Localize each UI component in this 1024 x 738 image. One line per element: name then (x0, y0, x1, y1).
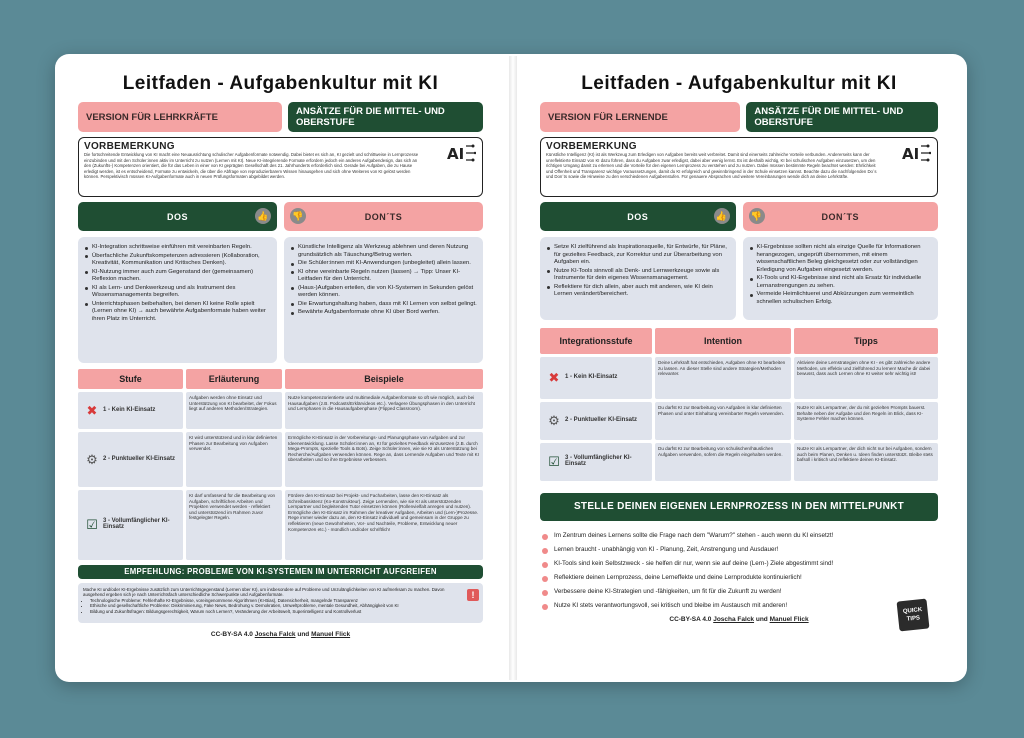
beispiele-cell: Nutze kompetenzorientierte und multimediale Aufgabenformate so oft wie möglich, auch bei Hausaufgaben (z.B. Podcasts/Erklärvideos etc.). Verlagere Übungsphasen in den Unterricht und Lernphasen in die Hausaufgabenphase (Flipped Classroom). (285, 392, 483, 429)
version-pill: VERSION FÜR LEHRKRÄFTE (78, 102, 282, 132)
dos-header (78, 202, 277, 231)
page-title: Leitfaden - Aufgabenkultur mit KI (122, 73, 439, 94)
vorbemerkung-box (540, 137, 938, 197)
list-item: • Technologische Probleme: Fehlerhafte KI-Ergebnisse, voreingenommene Algorithmen (KI-Bias), Datensicherheit, mangelnde Transparenz (90, 598, 465, 604)
list-item: KI-Tools sind kein Selbstzweck - sie helfen dir nur, wenn sie auf deine (Lern-) Ziele abgestimmt sind! (540, 560, 938, 568)
footer (540, 616, 938, 623)
table-row (540, 402, 938, 440)
list-item: Nutze KI stets verantwortungsvoll, sei kritisch und bleibe im Austausch mit anderen! (540, 602, 938, 610)
x-mark-icon: ✖ (548, 370, 560, 386)
table-row (78, 432, 483, 487)
dos-header (540, 202, 736, 231)
table-header (78, 369, 483, 389)
empfehlung-banner: EMPFEHLUNG: PROBLEME VON KI-SYSTEMEN IM UNTERRICHT AUFGREIFEN (78, 565, 483, 579)
intention-cell: Du darfst KI zur Bearbeitung von Aufgaben in klar definierten Phasen und unter Einhaltung vereinbarter Regeln verwenden. (655, 402, 791, 440)
donts-box (284, 237, 483, 363)
table-header-cell: Intention (655, 328, 791, 354)
dos-donts-header (540, 202, 938, 231)
table-row (78, 392, 483, 429)
donts-header (743, 202, 939, 231)
stelle-banner: STELLE DEINEN EIGENEN LERNPROZESS IN DEN MITTELPUNKT (540, 493, 938, 521)
probleme-box (78, 583, 483, 623)
table-header-cell: Tipps (794, 328, 938, 354)
svg-text:AI: AI (902, 145, 920, 163)
license-text: CC-BY-SA 4.0 (669, 616, 712, 623)
table-header-cell: Beispiele (285, 369, 483, 389)
table-header-cell: Integrationsstufe (540, 328, 652, 354)
ai-chip-icon: ⚙ (86, 451, 98, 467)
list-item: KI-Ergebnisse sollten nicht als einzige Quelle für Informationen herangezogen, ungeprüft übernommen, mit einem wissenschaftlichen Beleg gleichgesetzt oder zur vollständigen Erledigung von Aufgaben eingesetzt werden. (749, 244, 933, 274)
stufen-table (540, 328, 938, 481)
list-item: Vermeide Heimlichtuerei und Abkürzungen zum vermeintlich schnellen schulischen Erfolg. (749, 291, 933, 306)
list-item: Nutze KI-Tools sinnvoll als Denk- und Lernwerkzeuge sowie als Instrumente für dein eigenes Wissensmanagement. (546, 268, 730, 283)
ansaetze-pill: ANSÄTZE FÜR DIE MITTEL- UND OBERSTUFE (746, 102, 938, 132)
dos-label: DOS (166, 211, 188, 222)
stufe-cell (540, 357, 652, 399)
dos-donts-lists (540, 237, 938, 320)
vorbemerkung-title: VORBEMERKUNG (84, 141, 175, 152)
ai-brain-icon (446, 142, 476, 164)
list-item: Verbessere deine KI-Strategien und -fähigkeiten, um fit für die Zukunft zu werden! (540, 588, 938, 596)
vorbemerkung-text: Die fortschreitende Entwicklung von KI macht eine Neuausrichtung schulischer Aufgabenformate notwendig. Dabei bietet es sich an, KI gezielt und schrittweise in Lernprozesse einzubinden und mit den Schüler:innen aktiv im Unterricht zu nutzen (Lernen mit KI). Neue KI-integrierende Formate erfordern jedoch ein anderes Aufgabendesign, das sich an den (Zukunfts-) Kompetenzen orientiert, die für das Leben in einer von KI geprägten Gesellschaft des 21. Jahrhunderts erforderlich sind. Gerade bei Aufgaben, die zu Hause erledigt werden, ist es entscheidend, Formate zu entwickeln, die über die Abfrage von reproduzierbarem Wissen hinausgehen und sich ohne Weiteres von KI gelöst werden können. Perspektivisch müssen KI-Aufgabenformate auch in neuen Prüfungsformaten abgebildet werden. (84, 152, 419, 180)
intention-cell: Du darfst KI zur Bearbeitung von schulischen/häuslichen Aufgaben verwenden, sofern die Regeln eingehalten werden. (655, 443, 791, 481)
list-item: KI als Lern- und Denkwerkzeug und als Instrument des Wissensmanagements begreifen. (84, 285, 271, 300)
dos-donts-lists (78, 237, 483, 363)
table-row (78, 490, 483, 560)
vorbemerkung-title: VORBEMERKUNG (546, 141, 637, 152)
list-item: KI-Tools und KI-Ergebnisse sind nicht als Ersatz für individuelle Lernanstrengungen zu sehen. (749, 275, 933, 290)
and-text: und (297, 631, 310, 638)
svg-text:AI: AI (447, 145, 465, 163)
donts-header (284, 202, 483, 231)
list-item: Reflektiere für dich allein, aber auch mit anderen, wie KI dein Lernen verändert/bereichert. (546, 284, 730, 299)
donts-label: DON´TS (364, 211, 403, 222)
stufe-label: 1 - Kein KI-Einsatz (565, 374, 618, 381)
center-fold (509, 56, 517, 680)
probleme-intro: Mache KI und/oder KI-Ergebnisse zusätzlich zum Unterrichtsgegenstand (Lernen über KI), um insbesondere auf Probleme und Unzulänglichkeiten von KI aufmerksam zu machen. Davon ausgehend ergeben sich je nach Unterrichtsfach unterschiedliche Schwerpunkte und Aufgabenformate. (83, 587, 445, 598)
author-link-flick[interactable]: Manuel Flick (769, 616, 809, 623)
list-item: Die Erwartungshaltung haben, dass mit KI Lernen von selbst gelingt. (290, 301, 477, 309)
x-mark-icon: ✖ (86, 402, 98, 418)
donts-box (743, 237, 939, 320)
list-item: Unterrichtsphasen beibehalten, bei denen KI keine Rolle spielt (Lernen ohne KI) → auch bewährte Aufgabenformate haben weiter ihren Platz im Unterricht. (84, 301, 271, 324)
thumbs-down-icon: 👎 (749, 208, 765, 224)
dos-box (78, 237, 277, 363)
ai-check-icon: ☑ (86, 517, 98, 533)
beispiele-cell: Fördere den KI-Einsatz bei Projekt- und Facharbeiten, lasse den KI-Einsatz als Schreibassistenz (Ko-Konstrukteur). Zeige Lernenden, wie sie KI als unterstützenden Lernpartner und begleitenden Tutor einsetzen können (Rollenvielfalt anregen und nutzen). Ermögliche den KI-Einsatz im Rahmen der kreativer Aufgaben, Arbeiten und (Lern-)Prozesse. Rege immer wieder dazu an, den KI-Einsatz individuell und gemeinsam in der Gruppe zu reflektieren (neue Gewohnheiten, Vor- und Nachteile, Probleme, Entwicklung neuer Kompetenzen etc.) - mündlich und/oder schriftlich! (285, 490, 483, 560)
stufe-cell (540, 402, 652, 440)
vorbemerkung-box (78, 137, 483, 197)
header-pills (540, 102, 938, 132)
left-page (78, 70, 483, 665)
stufe-label: 1 - Kein KI-Einsatz (103, 406, 156, 413)
stufe-cell (78, 432, 183, 487)
list-item: Die Schüler:innen mit KI-Anwendungen (unbegleitet) allein lassen. (290, 260, 477, 268)
dos-label: DOS (627, 211, 649, 222)
list-item: • Bildung und Zukunftsfragen: Bildungsgerechtigkeit, Warum noch Lernen?, Veränderung der Arbeitswelt, Superintelligenz und Kontrollverlust (90, 609, 465, 615)
stufe-label: 3 - Vollumfänglicher KI-Einsatz (565, 455, 632, 467)
table-row (540, 357, 938, 399)
table-header-cell: Stufe (78, 369, 183, 389)
dos-box (540, 237, 736, 320)
list-item: Künstliche Intelligenz als Werkzeug ablehnen und deren Nutzung grundsätzlich als Täuschung/Betrug werten. (290, 244, 477, 259)
vorbemerkung-text: Künstliche Intelligenz (KI) ist als Werkzeug zum Erledigen von Aufgaben bereits weit verbreitet. Damit sind einerseits zahlreiche Vorteile verbunden. Andererseits kann der unreflektierte Einsatz von KI dazu führen, dass du Aufgaben zwar erledigst, dabei aber wenig lernst. Es ist deshalb wichtig, KI bei schulischen Aufgaben einzusetzen, um den richtigen Umgang damit zu erlernen und die Vorteile für den eigenen Lernprozess zu verstehen und zu nutzen. Dabei müssen bestimmte Regeln beachtet werden: Ehrlichkeit und Offenheit und Transparenz wichtige Voraussetzungen, damit du KI erfolgreich und gewinnbringend in der Schule einsetzen kannst. Beachte dazu die nachfolgenden Do´s und Don´ts sowie die Hinweise zu den verschiedenen Aufgabenstufen. Für genauere Absprachen und weitere Vereinbarungen wende dich an deine Lehrkräfte. (546, 152, 877, 180)
list-item: Im Zentrum deines Lernens sollte die Frage nach dem "Warum?" stehen - auch wenn du KI einsetzt! (540, 532, 938, 540)
list-item: (Haus-)Aufgaben erteilen, die von KI-Systemen in Sekunden gelöst werden können. (290, 285, 477, 300)
and-text: und (755, 616, 768, 623)
thumbs-up-icon: 👍 (714, 208, 730, 224)
intention-cell: Deine Lehrkraft hat entschieden, Aufgaben ohne KI bearbeiten zu lassen. An dieser Stelle sind andere Strategien/Methoden relevanter. (655, 357, 791, 399)
thumbs-down-icon: 👎 (290, 208, 306, 224)
list-item: Bewährte Aufgabenformate ohne KI über Bord werfen. (290, 309, 477, 317)
erlaeuterung-cell: Aufgaben werden ohne Einsatz und Unterstützung von KI bearbeitet, der Fokus liegt auf anderen Methoden/Strategien. (186, 392, 282, 429)
list-item: KI-Integration schrittweise einführen mit vereinbarten Regeln. (84, 244, 271, 252)
tipps-cell: Aktiviere deine Lernstrategien ohne KI - es gibt zahlreiche andere Methoden, um effektiv und zielführend zu lernen! Mache dir dabei bewusst, dass auch Lernen ohne KI weiter sehr wichtig ist! (794, 357, 938, 399)
list-item: Lernen braucht - unabhängig von KI - Planung, Zeit, Anstrengung und Ausdauer! (540, 546, 938, 554)
ai-brain-icon (901, 142, 931, 164)
dos-donts-header (78, 202, 483, 231)
tipps-cell: Nutze KI als Lernpartner, der dich nicht nur bei Aufgaben, sondern auch beim Planen, Denken u. Ideen finden unterstützt. Bleibe stets bafsoll i kritisch und reflektiere deinen KI-Einsatz. (794, 443, 938, 481)
author-link-falck[interactable]: Joscha Falck (254, 631, 296, 638)
list-item: Überfachliche Zukunftskompetenzen adressieren (Kollaboration, Kreativität, Kommunikation und Kritisches Denken). (84, 253, 271, 268)
quick-tips-list (540, 532, 938, 610)
beispiele-cell: Ermögliche KI-Einsatz in der Vorbereitungs- und Planungsphase von Aufgaben und zur Ideenentwicklung. Lasse Schüler:innen an, KI für gezieltes Feedback einzusetzen (z.B. durch Mega-Prompts, spezielle Tools & Bots). Zeige Schüler:innen, wie sie KI als Unterstützung bei Recherche/Aufgaben verwenden können. Rege an, dass Lernende Aufgaben und Texte mit KI überarbeiten und so ihre Ergebnisse verbessern. (285, 432, 483, 487)
tipps-cell: Nutze KI als Lernpartner, der du mit gezielten Prompts bauerst. Behalte neben der Aufgabe und den Regeln im Blick, dass KI-Systeme Fehler machen können. (794, 402, 938, 440)
donts-label: DON´TS (821, 211, 859, 222)
list-item: Reflektiere deinen Lernprozess, deine Lerneffekte und deine Lernprodukte kontinuierlich! (540, 574, 938, 582)
table-header-cell: Erläuterung (186, 369, 282, 389)
stufen-table (78, 369, 483, 560)
erlaeuterung-cell: KI darf umfassend für die Bearbeitung von Aufgaben, schriftlichen Arbeiten und Projekten verwendet werden - reflektiert und unterstützend im Rahmen zuvor festgelegter Regeln. (186, 490, 282, 560)
ai-check-icon: ☑ (548, 454, 560, 470)
table-row (540, 443, 938, 481)
thumbs-up-icon: 👍 (255, 208, 271, 224)
stufe-cell (78, 490, 183, 560)
stufe-label: 2 - Punktueller KI-Einsatz (565, 417, 638, 424)
author-link-flick[interactable]: Manuel Flick (311, 631, 351, 638)
page-title: Leitfaden - Aufgabenkultur mit KI (581, 73, 897, 94)
ai-chip-icon: ⚙ (548, 413, 560, 429)
list-item: Setze KI zielführend als Inspirationsquelle, für Entwürfe, für Pläne, für gezieltes Feedback, zur Korrektur und zur Überarbeitung von Aufgaben ein. (546, 244, 730, 267)
stufe-label: 2 - Punktueller KI-Einsatz (103, 455, 176, 462)
list-item: KI-Nutzung immer auch zum Gegenstand der (gemeinsamen) Reflexion machen. (84, 269, 271, 284)
header-pills (78, 102, 483, 132)
author-link-falck[interactable]: Joscha Falck (713, 616, 755, 623)
erlaeuterung-cell: KI wird unterstützend und in klar definierten Phasen zur Bearbeitung von Aufgaben verwendet. (186, 432, 282, 487)
footer (78, 631, 483, 638)
right-page (540, 70, 938, 665)
stufe-label: 3 - Vollumfänglicher KI-Einsatz (103, 518, 170, 530)
quick-tips-badge: QUICK TIPS (897, 599, 930, 632)
license-text: CC-BY-SA 4.0 (210, 631, 253, 638)
warning-icon: ! (467, 589, 479, 601)
list-item: KI ohne vereinbarte Regeln nutzen (lassen) → Tipp: Unser KI-Leitfaden für den Unterricht. (290, 269, 477, 284)
table-header (540, 328, 938, 354)
stufe-cell (540, 443, 652, 481)
version-pill: VERSION FÜR LERNENDE (540, 102, 740, 132)
stufe-cell (78, 392, 183, 429)
list-item: • Ethische und gesellschaftliche Probleme: Diskriminierung, Fake News, Bedrohung v. Demokratien, Umweltprobleme, mentale Gesundheit, Abhängigkeit von KI (90, 603, 465, 609)
ansaetze-pill: ANSÄTZE FÜR DIE MITTEL- UND OBERSTUFE (288, 102, 483, 132)
